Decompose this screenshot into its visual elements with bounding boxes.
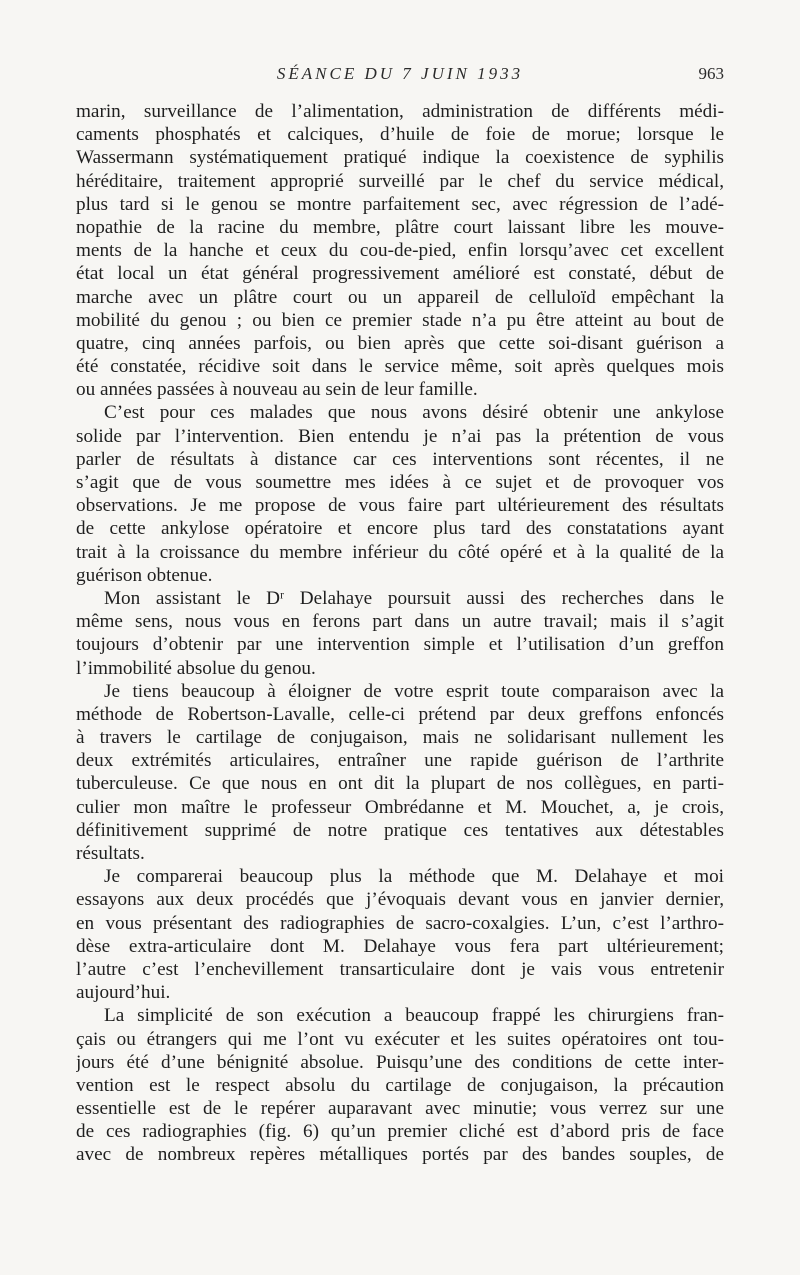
text-line: Je comparerai beaucoup plus la méthode que M. Delahaye et moi [104, 866, 724, 888]
text-line: été constatée, récidive soit dans le service même, soit après quelques mois [76, 356, 724, 378]
text-line: vention est le respect absolu du cartilage de conjugaison, la précaution [76, 1074, 724, 1096]
text-line: nopathie de la racine du membre, plâtre court laissant libre les mouve- [76, 216, 724, 238]
text-line: de ces radiographies (fig. 6) qu’un premier cliché est d’abord pris de face [76, 1121, 724, 1143]
text-line: culier mon maître le professeur Ombrédanne et M. Mouchet, a, je crois, [76, 796, 724, 818]
text-line: ments de la hanche et ceux du cou-de-pied, enfin lorsqu’avec cet excellent [76, 240, 724, 262]
text-line: solide par l’intervention. Bien entendu je n’ai pas la prétention de vous [76, 425, 724, 447]
paragraph [76, 1004, 724, 1166]
text-line: caments phosphatés et calciques, d’huile de foie de morue; lorsque le [76, 124, 724, 146]
text-line: Je tiens beaucoup à éloigner de votre esprit toute comparaison avec la [104, 680, 724, 702]
text-line: mobilité du genou ; ou bien ce premier stade n’a pu être atteint au bout de [76, 309, 724, 331]
text-line: C’est pour ces malades que nous avons désiré obtenir une ankylose [104, 402, 724, 424]
text-line: marche avec un plâtre court ou un appareil de celluloïd empêchant la [76, 286, 724, 308]
text-line: résultats. [76, 843, 145, 864]
paragraph [76, 587, 724, 680]
text-line: La simplicité de son exécution a beaucoup frappé les chirurgiens fran- [104, 1005, 724, 1027]
text-line: avec de nombreux repères métalliques portés par des bandes souples, de [76, 1144, 724, 1166]
text-line: deux extrémités articulaires, entraîner une rapide guérison de l’arthrite [76, 750, 724, 772]
page-number: 963 [698, 64, 724, 83]
text-line: à travers le cartilage de conjugaison, mais ne solidarisant nullement les [76, 727, 724, 749]
text-line: Wassermann systématiquement pratiqué indique la coexistence de syphilis [76, 147, 724, 169]
body-text [76, 100, 724, 1167]
text-line: l’autre c’est l’enchevillement transarticulaire dont je vais vous entretenir [76, 958, 724, 980]
text-line: ou années passées à nouveau au sein de leur famille. [76, 379, 478, 401]
text-line: jours été d’une bénignité absolue. Puisqu’une des conditions de cette inter- [76, 1051, 724, 1073]
text-line: plus tard si le genou se montre parfaitement sec, avec régression de l’adé- [76, 193, 724, 215]
text-line: tuberculeuse. Ce que nous en ont dit la plupart de nos collègues, en parti- [76, 773, 724, 795]
text-line: définitivement supprimé de notre pratique ces tentatives aux détestables [76, 819, 724, 841]
text-line: aujourd’hui. [76, 982, 171, 1004]
text-line: de cette ankylose opératoire et encore plus tard des constatations ayant [76, 518, 724, 540]
paragraph [76, 680, 724, 866]
text-line: guérison obtenue. [76, 564, 213, 586]
text-line: marin, surveillance de l’alimentation, administration de différents médi- [76, 101, 724, 122]
text-line: essentielle est de le repérer auparavant avec minutie; vous verrez sur une [76, 1098, 724, 1120]
text-line: méthode de Robertson-Lavalle, celle-ci prétend par deux greffons enfoncés [76, 703, 724, 725]
text-line: s’agit que de vous soumettre mes idées à ce sujet et de provoquer vos [76, 472, 724, 493]
text-line: héréditaire, traitement approprié surveillé par le chef du service médical, [76, 170, 724, 192]
text-line: en vous présentant des radiographies de sacro-coxalgies. L’un, c’est l’arthro- [76, 912, 724, 934]
text-line: même sens, nous vous en ferons part dans un autre travail; mais il s’agit [76, 611, 724, 633]
paragraph [76, 401, 724, 587]
paragraph [76, 865, 724, 1004]
text-line: essayons aux deux procédés que j’évoquais devant vous en janvier dernier, [76, 889, 724, 911]
text-line: dèse extra-articulaire dont M. Delahaye vous fera part ultérieurement; [76, 935, 724, 957]
text-line: l’immobilité absolue du genou. [76, 657, 316, 679]
text-line: quatre, cinq années parfois, ou bien après que cette soi-disant guérison a [76, 332, 724, 354]
text-line: çais ou étrangers qui me l’ont vu exécuter et les suites opératoires ont tou- [76, 1028, 724, 1050]
text-line: toujours d’obtenir par une intervention simple et l’utilisation d’un greffon [76, 634, 724, 656]
running-title: SÉANCE DU 7 JUIN 1933 [276, 64, 524, 83]
page-header [76, 64, 724, 88]
text-line: état local un état général progressivement amélioré est constaté, début de [76, 263, 724, 285]
text-line: parler de résultats à distance car ces interventions sont récentes, il ne [76, 448, 724, 470]
text-line: observations. Je me propose de vous faire part ultérieurement des résultats [76, 495, 724, 517]
text-line: Mon assistant le Dʳ Delahaye poursuit aussi des recherches dans le [104, 587, 724, 609]
paragraph [76, 100, 724, 401]
text-line: trait à la croissance du membre inférieur du côté opéré et à la qualité de la [76, 541, 724, 563]
